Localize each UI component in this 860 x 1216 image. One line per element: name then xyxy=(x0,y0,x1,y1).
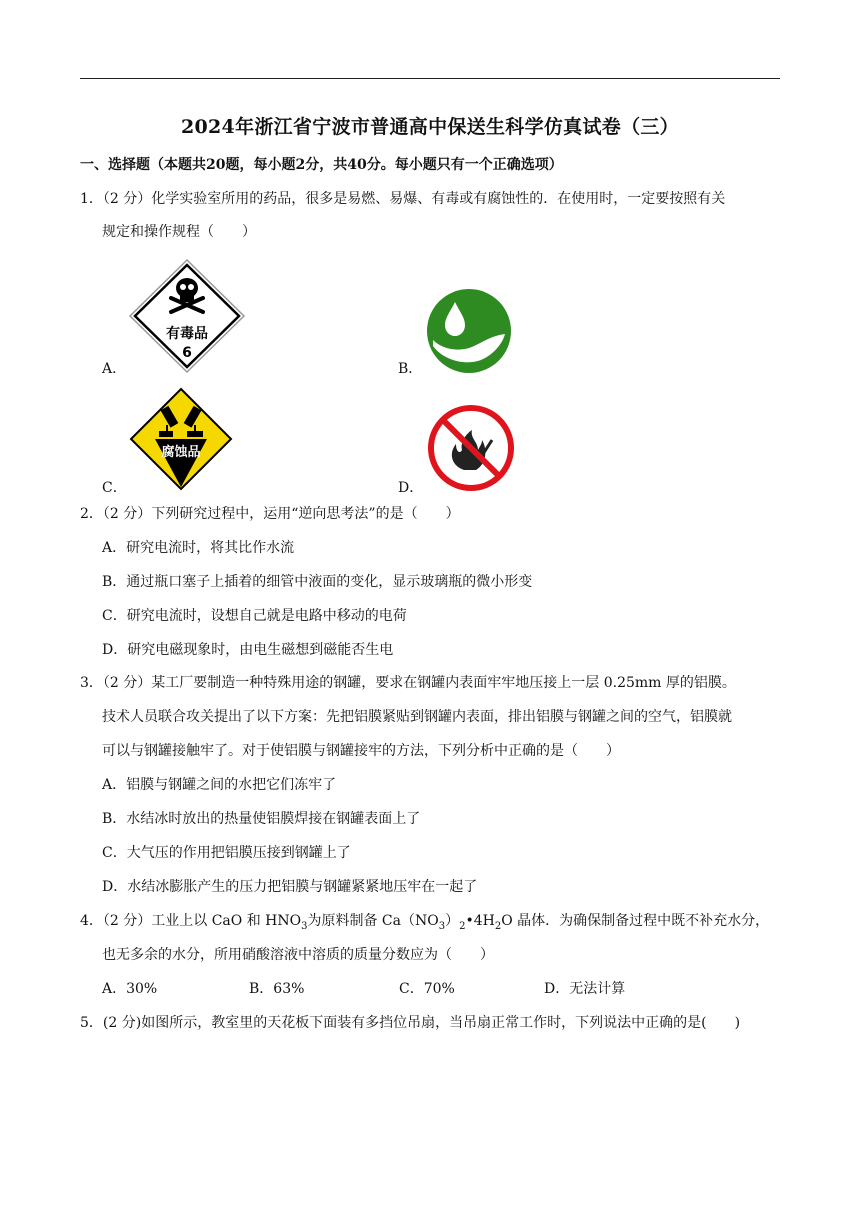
q3-option-b: B．水结冰时放出的热量使铝膜焊接在钢罐表面上了 xyxy=(102,811,421,827)
q2-stem: 2．（2 分）下列研究过程中，运用“逆向思考法”的是（ ） xyxy=(80,506,460,522)
toxic-sign-text: 有毒品 xyxy=(166,326,208,342)
q3-stem-line2: 技术人员联合攻关提出了以下方案：先把铝膜紧贴到钢罐内表面，排出铝膜与钢罐之间的空气，铝膜就 xyxy=(102,709,732,725)
q4-option-a: A．30% xyxy=(102,981,158,997)
q1-option-c-label: C． xyxy=(102,480,127,496)
corrosive-hazard-diamond-icon xyxy=(129,387,233,491)
q2-option-c: C．研究电流时，设想自己就是电路中移动的电荷 xyxy=(102,608,407,624)
corrosive-sign-text: 腐蚀品 xyxy=(161,445,201,460)
page-title: 2024年浙江省宁波市普通高中保送生科学仿真试卷（三） xyxy=(181,116,679,138)
q1-stem-line2: 规定和操作规程（ ） xyxy=(102,224,256,240)
q2-option-a: A．研究电流时，将其比作水流 xyxy=(102,540,295,556)
q1-option-b-label: B． xyxy=(398,361,423,377)
q4-stem-line2: 也无多余的水分，所用硝酸溶液中溶质的质量分数应为（ ） xyxy=(102,947,494,963)
q3-option-a: A．铝膜与钢罐之间的水把它们冻牢了 xyxy=(102,777,337,793)
q3-option-d: D．水结冰膨胀产生的压力把铝膜与钢罐紧紧地压牢在一起了 xyxy=(102,879,478,895)
q2-option-d: D．研究电磁现象时，由电生磁想到磁能否生电 xyxy=(102,642,394,658)
q2-option-b: B．通过瓶口塞子上插着的细管中液面的变化，显示玻璃瓶的微小形变 xyxy=(102,574,533,590)
q3-option-c: C．大气压的作用把铝膜压接到钢罐上了 xyxy=(102,845,351,861)
q3-stem-line3: 可以与钢罐接触牢了。对于使铝膜与钢罐接牢的方法，下列分析中正确的是（ ） xyxy=(102,743,620,759)
q4-option-c: C．70% xyxy=(399,981,455,997)
header-rule xyxy=(80,78,780,79)
section-heading: 一、选择题（本题共20题，每小题2分，共40分。每小题只有一个正确选项） xyxy=(80,157,563,173)
toxic-sign-number: 6 xyxy=(182,345,192,361)
q4-stem-line1: 4．（2 分）工业上以 CaO 和 $HNO_3$为原料制备 $Ca(NO_3)_2•4H_2O$ 晶体．为确保制备过程中既不补充水分， xyxy=(80,913,770,932)
q1-stem-line1: 1．（2 分）化学实验室所用的药品，很多是易燃、易爆、有毒或有腐蚀性的．在使用时，一定要按照有关 xyxy=(80,191,726,207)
no-open-flame-icon xyxy=(426,404,516,492)
q3-stem-line1: 3．（2 分）某工厂要制造一种特殊用途的钢罐，要求在钢罐内表面牢牢地压接上一层 0.25mm 厚的铝膜。 xyxy=(80,675,736,691)
water-saving-icon xyxy=(425,288,513,374)
q4-option-d: D．无法计算 xyxy=(544,981,626,997)
q4-option-b: B．63% xyxy=(249,981,305,997)
q5-stem: 5．(2 分)如图所示，教室里的天花板下面装有多挡位吊扇，当吊扇正常工作时，下列说法中正确的是( ) xyxy=(80,1015,741,1031)
toxic-hazard-diamond-icon xyxy=(127,258,247,374)
q1-option-d-label: D． xyxy=(398,480,424,496)
q1-option-a-label: A． xyxy=(102,361,127,377)
